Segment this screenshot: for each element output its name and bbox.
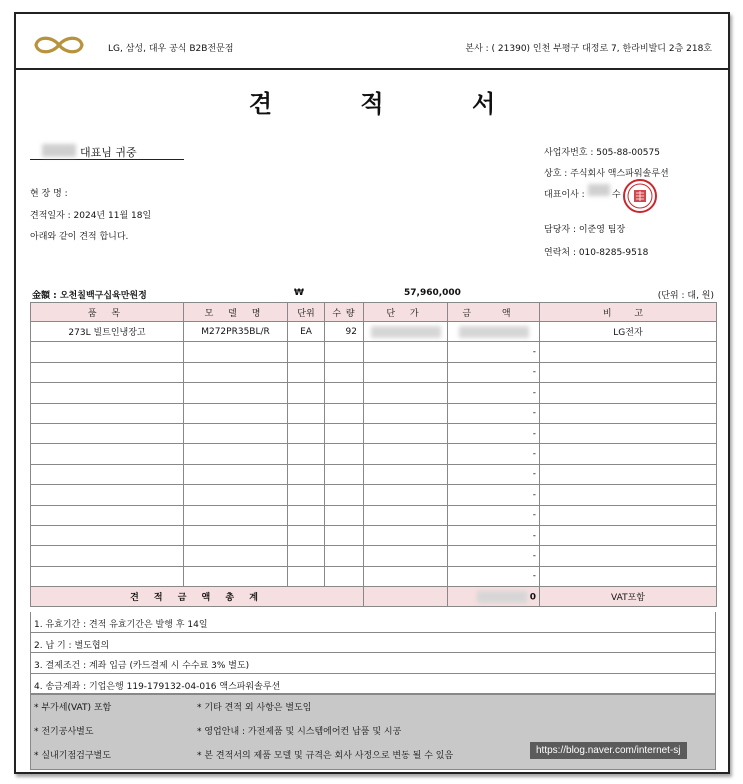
quantity: 92	[325, 322, 364, 342]
table-row	[31, 322, 717, 342]
empty-cell	[31, 362, 184, 382]
empty-cell	[325, 444, 364, 464]
company-name: 상호 : 주식회사 액스파워솔루션	[544, 169, 669, 179]
header-divider	[16, 68, 728, 70]
table-row	[31, 403, 717, 423]
empty-cell	[540, 525, 717, 545]
table-row	[31, 546, 717, 566]
table-row	[31, 525, 717, 545]
table-row	[31, 566, 717, 586]
company-seal-icon	[622, 178, 658, 214]
empty-cell	[540, 342, 717, 362]
empty-cell	[325, 423, 364, 443]
manager-name: 담당자 : 이준영 팀장	[544, 225, 626, 235]
empty-cell	[31, 546, 184, 566]
empty-cell	[184, 525, 288, 545]
infinity-logo-icon	[32, 34, 86, 56]
empty-cell	[288, 423, 325, 443]
table-row	[31, 362, 717, 382]
empty-cell	[184, 546, 288, 566]
note-model-change: * 본 견적서의 제품 모델 및 규격은 회사 사정으로 변동 될 수 있음	[197, 751, 454, 761]
term-delivery: 2. 납 기 : 별도협의	[30, 633, 716, 654]
redacted-ceo-name	[588, 184, 610, 196]
empty-cell	[540, 423, 717, 443]
amount-cell: -	[448, 464, 540, 484]
unit: EA	[288, 322, 325, 342]
empty-cell	[325, 546, 364, 566]
terms-list	[30, 612, 716, 694]
term-bank-account: 4. 송금계좌 : 기업은행 119-179132-04-016 액스파워솔루션	[30, 674, 716, 695]
remark: LG전자	[540, 322, 717, 342]
total-amount-value: 0	[529, 592, 536, 603]
empty-cell	[31, 525, 184, 545]
empty-cell	[540, 464, 717, 484]
amount-cell: -	[448, 342, 540, 362]
contact-number: 연락처 : 010-8285-9518	[544, 248, 649, 258]
table-row	[31, 505, 717, 525]
empty-cell	[325, 464, 364, 484]
amount-cell: -	[448, 444, 540, 464]
note-inspection: * 실내기점검구별도	[34, 751, 111, 761]
column-header-model: 모 델 명	[184, 303, 288, 322]
empty-cell	[364, 423, 448, 443]
table-row	[31, 444, 717, 464]
empty-cell	[364, 403, 448, 423]
empty-cell	[540, 403, 717, 423]
empty-cell	[31, 444, 184, 464]
empty-cell	[364, 444, 448, 464]
amount-cell: -	[448, 403, 540, 423]
redacted-amount	[448, 322, 540, 342]
empty-cell	[288, 362, 325, 382]
table-row	[31, 485, 717, 505]
document-header	[16, 14, 728, 64]
empty-cell	[364, 505, 448, 525]
empty-cell	[540, 566, 717, 586]
ceo-label: 대표이사 :	[544, 190, 585, 200]
empty-cell	[364, 464, 448, 484]
redacted-recipient-name	[42, 144, 76, 157]
empty-cell	[540, 485, 717, 505]
empty-cell	[540, 505, 717, 525]
empty-cell	[288, 464, 325, 484]
empty-cell	[184, 444, 288, 464]
empty-cell	[184, 383, 288, 403]
empty-cell	[184, 505, 288, 525]
amount-cell: -	[448, 525, 540, 545]
empty-cell	[288, 566, 325, 586]
company-slogan: LG, 삼성, 대우 공식 B2B전문점	[108, 44, 234, 54]
empty-cell	[31, 342, 184, 362]
empty-cell	[31, 485, 184, 505]
quotation-items-table	[30, 302, 717, 607]
empty-cell	[325, 525, 364, 545]
empty-cell	[288, 383, 325, 403]
empty-cell	[540, 546, 717, 566]
empty-cell	[325, 485, 364, 505]
column-header-unit: 단위	[288, 303, 325, 322]
empty-cell	[184, 403, 288, 423]
empty-cell	[364, 546, 448, 566]
table-row	[31, 383, 717, 403]
empty-cell	[325, 383, 364, 403]
empty-cell	[31, 383, 184, 403]
headquarters-address: 본사 : ( 21390) 인천 부평구 대정로 7, 한라비발디 2층 218호	[465, 44, 712, 54]
empty-cell	[288, 505, 325, 525]
empty-cell	[31, 423, 184, 443]
blog-watermark: https://blog.naver.com/internet-sj	[530, 742, 687, 759]
site-name: 현 장 명 :	[30, 189, 68, 199]
empty-cell	[288, 342, 325, 362]
amount-cell: -	[448, 362, 540, 382]
empty-cell	[540, 444, 717, 464]
amount-cell: -	[448, 566, 540, 586]
empty-cell	[325, 505, 364, 525]
item-name: 273L 빌트인냉장고	[31, 322, 184, 342]
intro-text: 아래와 같이 견적 합니다.	[30, 232, 129, 242]
quotation-document	[14, 12, 730, 774]
amount-summary-row	[30, 288, 716, 302]
total-amount	[448, 587, 540, 607]
empty-cell	[31, 505, 184, 525]
amount-cell: -	[448, 505, 540, 525]
column-header-remark: 비 고	[540, 303, 717, 322]
empty-cell	[364, 566, 448, 586]
empty-cell	[540, 362, 717, 382]
note-business: * 영업안내 : 가전제품 및 시스템에어컨 납품 및 시공	[197, 727, 402, 737]
empty-cell	[325, 403, 364, 423]
empty-cell	[364, 362, 448, 382]
empty-cell	[31, 464, 184, 484]
empty-cell	[184, 362, 288, 382]
empty-cell	[31, 403, 184, 423]
note-electrical: * 전기공사별도	[34, 727, 94, 737]
model-name: M272PR35BL/R	[184, 322, 288, 342]
empty-cell	[540, 383, 717, 403]
amount-value: 57,960,000	[404, 288, 461, 298]
column-header-quantity: 수 량	[325, 303, 364, 322]
note-other: * 기타 견적 외 사항은 별도임	[197, 703, 312, 713]
empty-cell	[325, 566, 364, 586]
amount-cell: -	[448, 383, 540, 403]
empty-cell	[364, 342, 448, 362]
empty-cell	[288, 546, 325, 566]
recipient-label: 대표님 귀중	[80, 146, 137, 159]
empty-cell	[364, 485, 448, 505]
empty-cell	[288, 525, 325, 545]
term-validity: 1. 유효기간 : 견적 유효기간은 발행 후 14일	[30, 612, 716, 633]
quote-date: 견적일자 : 2024년 11월 18일	[30, 211, 152, 221]
empty-cell	[31, 566, 184, 586]
document-title: 견 적 서	[248, 90, 536, 118]
empty-cell	[184, 485, 288, 505]
amount-cell: -	[448, 423, 540, 443]
ceo-name-suffix: 수	[612, 190, 621, 200]
empty-cell	[184, 464, 288, 484]
column-header-unit-price: 단 가	[364, 303, 448, 322]
recipient-block	[30, 142, 184, 160]
empty-cell	[184, 566, 288, 586]
empty-cell	[288, 485, 325, 505]
table-header-row	[31, 303, 717, 322]
column-header-amount: 금 액	[448, 303, 540, 322]
empty-cell	[288, 403, 325, 423]
empty-cell	[184, 423, 288, 443]
empty-cell	[364, 525, 448, 545]
total-row	[31, 587, 717, 607]
amount-cell: -	[448, 546, 540, 566]
business-number: 사업자번호 : 505-88-00575	[544, 148, 660, 158]
empty-cell	[184, 342, 288, 362]
total-remark: VAT포함	[540, 587, 717, 607]
empty-cell	[288, 444, 325, 464]
table-row	[31, 342, 717, 362]
unit-note: (단위 : 대, 원)	[657, 291, 714, 301]
table-row	[31, 423, 717, 443]
empty-cell	[325, 362, 364, 382]
total-blank	[364, 587, 448, 607]
note-vat: * 부가세(VAT) 포함	[34, 703, 112, 713]
redacted-unit-price	[364, 322, 448, 342]
amount-cell: -	[448, 485, 540, 505]
currency-symbol: ₩	[294, 288, 304, 298]
amount-in-words: 金額 : 오천칠백구십육만원정	[32, 291, 147, 301]
empty-cell	[325, 342, 364, 362]
empty-cell	[364, 383, 448, 403]
total-label: 견 적 금 액 총 계	[31, 587, 364, 607]
column-header-item: 품 목	[31, 303, 184, 322]
term-payment: 3. 결제조건 : 계좌 입금 (카드결제 시 수수료 3% 별도)	[30, 653, 716, 674]
table-row	[31, 464, 717, 484]
